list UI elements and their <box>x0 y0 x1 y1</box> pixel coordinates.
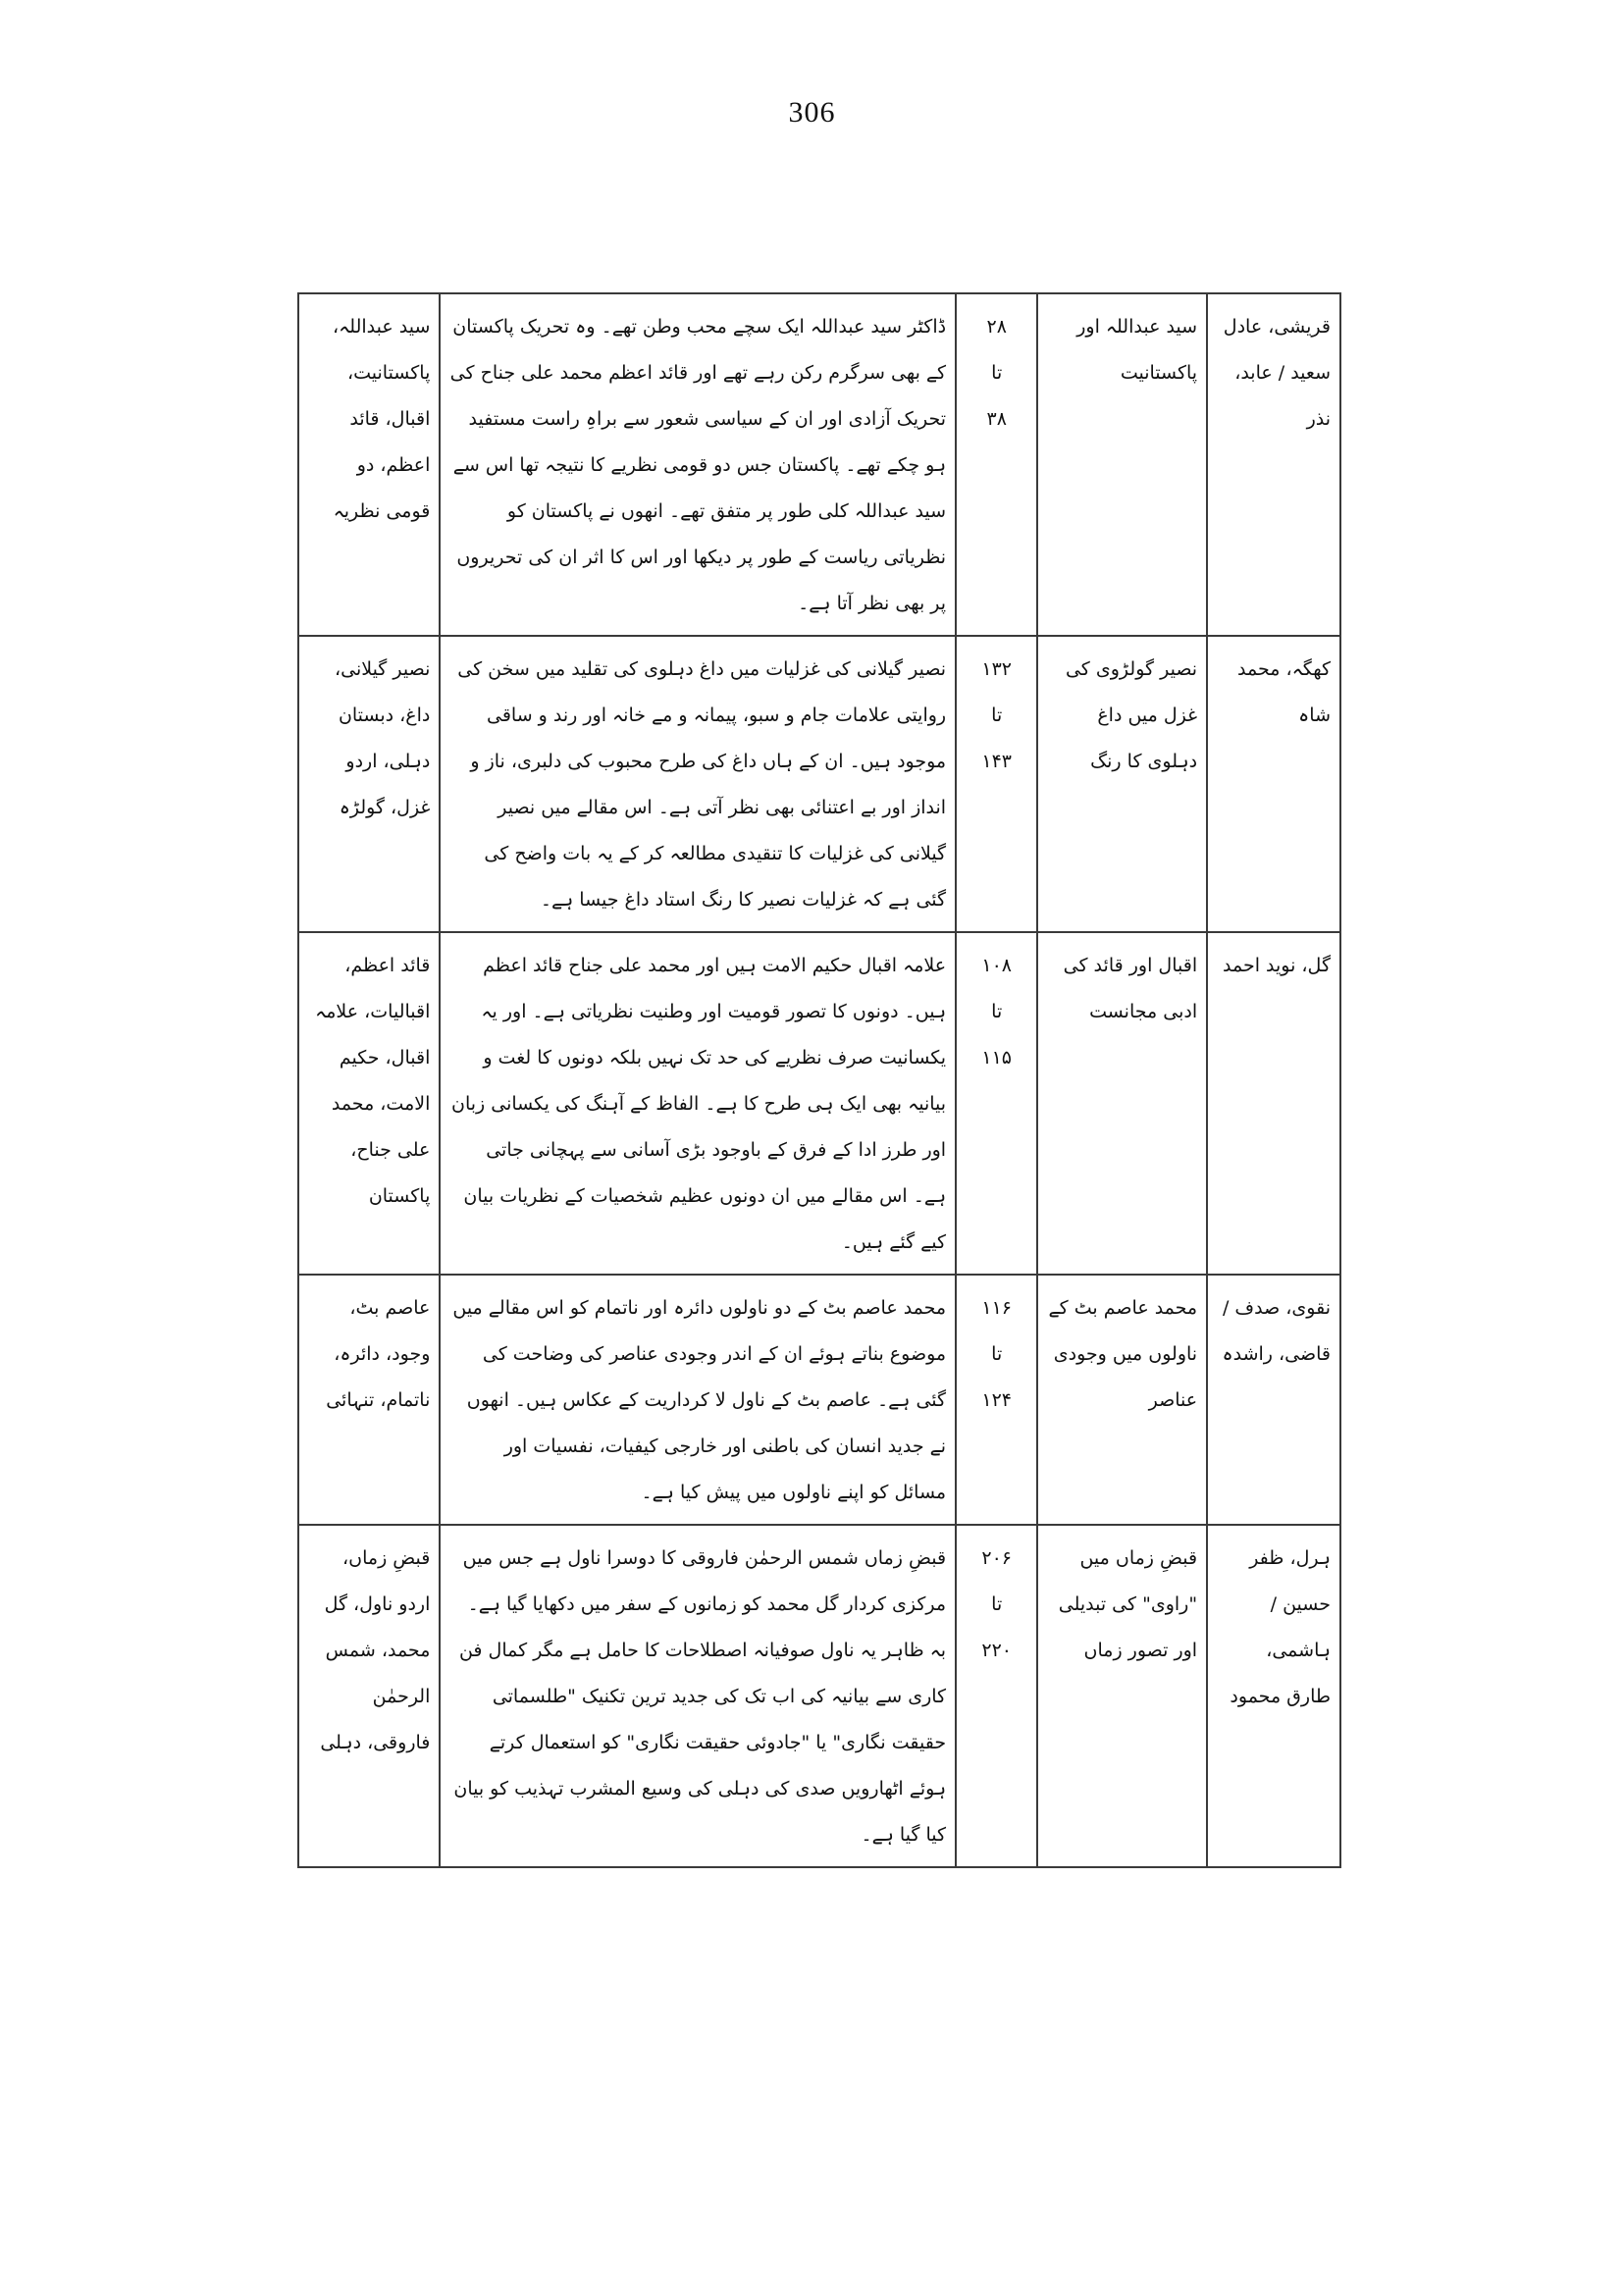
author-cell: کھگہ، محمد شاہ <box>1207 636 1340 932</box>
page-sep: تا <box>991 362 1003 384</box>
page-end: ۱۲۴ <box>981 1389 1013 1411</box>
page-end: ۳۸ <box>986 408 1007 430</box>
title-cell: محمد عاصم بٹ کے ناولوں میں وجودی عناصر <box>1037 1275 1207 1525</box>
abstract-cell: ڈاکٹر سید عبداللہ ایک سچے محب وطن تھے۔ وہ تحریک پاکستان کے بھی سرگرم رکن رہے تھے اور قائد اعظم محمد علی جناح کی تحریک آزادی اور ان کے سیاسی شعور سے براہِ راست مستفید ہو چکے تھے۔ پاکستان جس دو قومی نظریے کا نتیجہ تھا اس سے سید عبداللہ کلی طور پر متفق تھے۔ انھوں نے پاکستان کو نظریاتی ریاست کے طور پر دیکھا اور اس کا اثر ان کی تحریروں پر بھی نظر آتا ہے۔ <box>440 293 956 636</box>
abstract-cell: نصیر گیلانی کی غزلیات میں داغ دہلوی کی تقلید میں سخن کی روایتی علامات جام و سبو، پیمانہ و مے خانہ اور رند و ساقی موجود ہیں۔ ان کے ہاں داغ کی طرح محبوب کی دلبری، ناز و انداز اور بے اعتنائی بھی نظر آتی ہے۔ اس مقالے میں نصیر گیلانی کی غزلیات کا تنقیدی مطالعہ کر کے یہ بات واضح کی گئی ہے کہ غزلیات نصیر کا رنگ استاد داغ جیسا ہے۔ <box>440 636 956 932</box>
table-row <box>298 932 1340 1275</box>
page-end: ۲۲۰ <box>981 1640 1013 1661</box>
page-sep: تا <box>991 1593 1003 1615</box>
author-cell: گل، نوید احمد <box>1207 932 1340 1275</box>
page-start: ۱۰۸ <box>981 955 1013 976</box>
abstract-cell: محمد عاصم بٹ کے دو ناولوں دائرہ اور ناتمام کو اس مقالے میں موضوع بناتے ہوئے ان کے اندر وجودی عناصر کی وضاحت کی گئی ہے۔ عاصم بٹ کے ناول لا کرداریت کے عکاس ہیں۔ انھوں نے جدید انسان کی باطنی اور خارجی کیفیات، نفسیات اور مسائل کو اپنے ناولوں میں پیش کیا ہے۔ <box>440 1275 956 1525</box>
articles-table <box>297 292 1341 1868</box>
author-cell: قریشی، عادل سعید / عابد، نذر <box>1207 293 1340 636</box>
table-row <box>298 636 1340 932</box>
table-row <box>298 293 1340 636</box>
abstract-cell: قبضِ زماں شمس الرحمٰن فاروقی کا دوسرا ناول ہے جس میں مرکزی کردار گل محمد کو زمانوں کے سفر میں دکھایا گیا ہے۔ بہ ظاہر یہ ناول صوفیانہ اصطلاحات کا حامل ہے مگر کمال فن کاری سے بیانیہ کی اب تک کی جدید ترین تکنیک "طلسماتی حقیقت نگاری" یا "جادوئی حقیقت نگاری" کو استعمال کرتے ہوئے اٹھارویں صدی کی دہلی کی وسیع المشرب تہذیب کو بیان کیا گیا ہے۔ <box>440 1525 956 1867</box>
keywords-cell: عاصم بٹ، وجود، دائرہ، ناتمام، تنہائی <box>298 1275 440 1525</box>
title-cell: نصیر گولڑوی کی غزل میں داغ دہلوی کا رنگ <box>1037 636 1207 932</box>
page-sep: تا <box>991 704 1003 726</box>
keywords-cell: قبضِ زماں، اردو ناول، گل محمد، شمس الرحمٰن فاروقی، دہلی <box>298 1525 440 1867</box>
abstract-cell: علامہ اقبال حکیم الامت ہیں اور محمد علی جناح قائد اعظم ہیں۔ دونوں کا تصور قومیت اور وطنیت نظریاتی ہے۔ اور یہ یکسانیت صرف نظریے کی حد تک نہیں بلکہ دونوں کا لغت و بیانیہ بھی ایک ہی طرح کا ہے۔ الفاظ کے آہنگ کی یکسانی زبان اور طرز ادا کے فرق کے باوجود بڑی آسانی سے پہچانی جاتی ہے۔ اس مقالے میں ان دونوں عظیم شخصیات کے نظریات بیان کیے گئے ہیں۔ <box>440 932 956 1275</box>
title-cell: اقبال اور قائد کی ادبی مجانست <box>1037 932 1207 1275</box>
pages-cell <box>956 636 1037 932</box>
page-number: 306 <box>788 96 836 129</box>
table-row <box>298 1525 1340 1867</box>
author-cell: ہرل، ظفر حسین / ہاشمی، طارق محمود <box>1207 1525 1340 1867</box>
page-end: ۱۱۵ <box>981 1047 1013 1069</box>
page-start: ۲۸ <box>986 316 1007 338</box>
title-cell: سید عبداللہ اور پاکستانیت <box>1037 293 1207 636</box>
pages-cell <box>956 1275 1037 1525</box>
page-end: ۱۴۳ <box>981 751 1013 772</box>
page-start: ۱۱۶ <box>981 1297 1013 1319</box>
keywords-cell: نصیر گیلانی، داغ، دبستان دہلی، اردو غزل، گولڑہ <box>298 636 440 932</box>
keywords-cell: سید عبداللہ، پاکستانیت، اقبال، قائد اعظم، دو قومی نظریہ <box>298 293 440 636</box>
author-cell: نقوی، صدف / قاضی، راشدہ <box>1207 1275 1340 1525</box>
page-sep: تا <box>991 1343 1003 1365</box>
pages-cell <box>956 1525 1037 1867</box>
page-sep: تا <box>991 1001 1003 1022</box>
page-start: ۲۰۶ <box>981 1547 1013 1569</box>
pages-cell <box>956 932 1037 1275</box>
title-cell: قبضِ زماں میں "راوی" کی تبدیلی اور تصور زماں <box>1037 1525 1207 1867</box>
page-start: ۱۳۲ <box>981 658 1013 680</box>
pages-cell <box>956 293 1037 636</box>
keywords-cell: قائد اعظم، اقبالیات، علامہ اقبال، حکیم الامت، محمد علی جناح، پاکستان <box>298 932 440 1275</box>
table-row <box>298 1275 1340 1525</box>
